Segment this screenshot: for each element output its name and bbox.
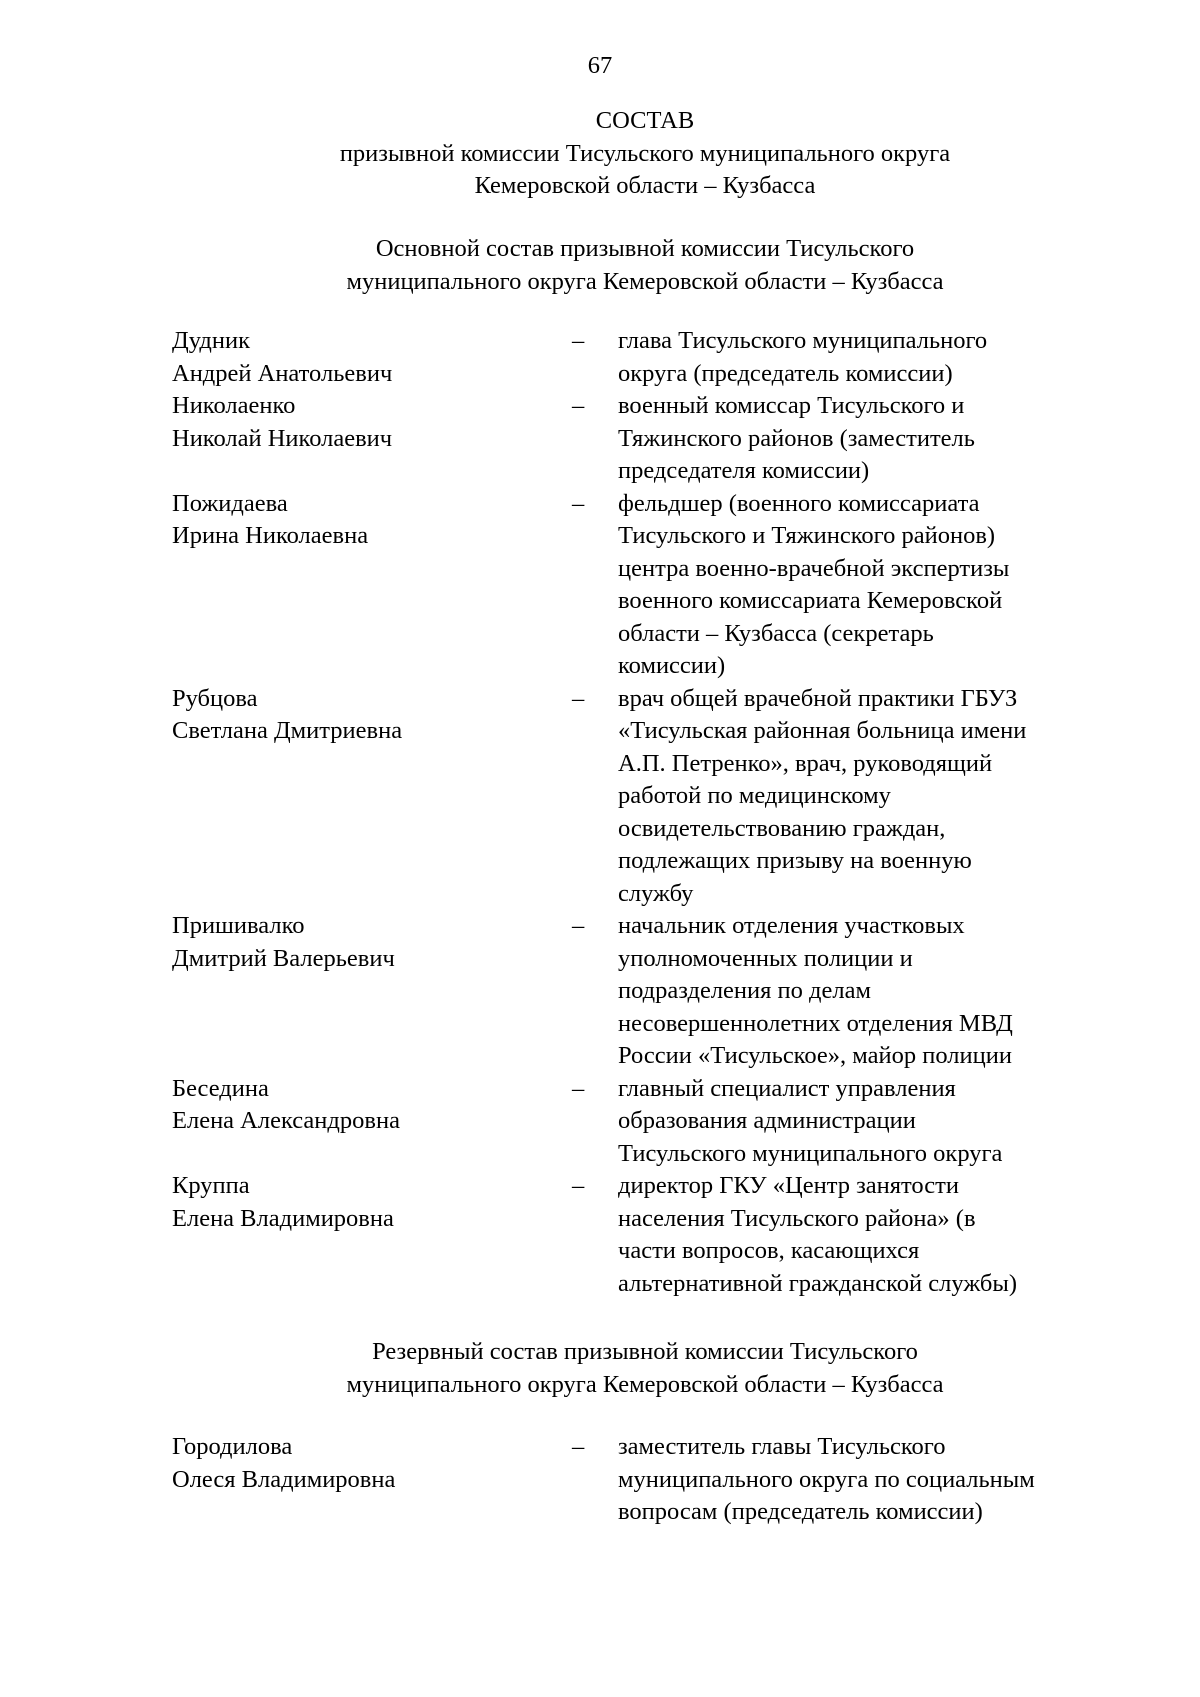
member-given-name: Андрей Анатольевич bbox=[172, 359, 393, 387]
member-name bbox=[172, 488, 572, 553]
member-row bbox=[172, 1073, 1112, 1171]
member-row bbox=[172, 683, 1112, 911]
member-surname: Беседина bbox=[172, 1074, 269, 1102]
member-role: главный специалист управления образования администрации Тисульского муниципального округа bbox=[618, 1074, 1003, 1167]
member-given-name: Ирина Николаевна bbox=[172, 522, 369, 549]
member-name bbox=[172, 910, 572, 975]
member-given-name: Дмитрий Валерьевич bbox=[172, 944, 395, 972]
member-dash: – bbox=[572, 392, 585, 419]
main-section-heading bbox=[220, 233, 1070, 298]
main-member-list bbox=[172, 325, 1112, 1300]
member-given-name: Николай Николаевич bbox=[172, 424, 393, 452]
reserve-heading-line-2: муниципального округа Кемеровской области – Кузбасса bbox=[346, 1370, 944, 1398]
member-name bbox=[172, 1073, 572, 1138]
member-row bbox=[172, 325, 1112, 390]
member-role: военный комиссар Тисульского и Тяжинского районов (заместитель председателя комиссии) bbox=[618, 392, 975, 484]
member-row bbox=[172, 1431, 1112, 1529]
reserve-section-heading bbox=[220, 1336, 1070, 1401]
title-main: СОСТАВ bbox=[595, 107, 695, 134]
member-name bbox=[172, 325, 572, 390]
member-dash: – bbox=[572, 489, 585, 517]
member-row bbox=[172, 488, 1112, 683]
member-name bbox=[172, 390, 572, 455]
member-given-name: Олеся Владимировна bbox=[172, 1465, 396, 1493]
member-role: глава Тисульского муниципального округа (председатель комиссии) bbox=[618, 327, 988, 387]
member-role: директор ГКУ «Центр занятости населения Тисульского района» (в части вопросов, касающихся альтернативной гражданской службы) bbox=[618, 1172, 1018, 1297]
member-role: врач общей врачебной практики ГБУЗ «Тисульская районная больница имени А.П. Петренко», врач, руководящий работой по медицинскому освидетельствованию граждан, подлежащих призыву на военную службу bbox=[618, 684, 1027, 907]
member-dash: – bbox=[572, 1433, 585, 1460]
member-surname: Городилова bbox=[172, 1433, 293, 1460]
member-dash: – bbox=[572, 1074, 585, 1102]
member-surname: Круппа bbox=[172, 1172, 250, 1199]
member-row bbox=[172, 1170, 1112, 1300]
member-dash: – bbox=[572, 912, 585, 939]
member-name bbox=[172, 1170, 572, 1235]
main-heading-line-2: муниципального округа Кемеровской области – Кузбасса bbox=[346, 267, 944, 295]
member-surname: Пожидаева bbox=[172, 489, 288, 517]
document-title bbox=[220, 105, 1070, 203]
page-number: 67 bbox=[587, 52, 613, 79]
member-given-name: Елена Александровна bbox=[172, 1107, 400, 1134]
member-dash: – bbox=[572, 1172, 585, 1199]
member-surname: Дудник bbox=[172, 327, 251, 354]
member-dash: – bbox=[572, 684, 585, 712]
member-row bbox=[172, 910, 1112, 1073]
member-role: начальник отделения участковых уполномоченных полиции и подразделения по делам несовершеннолетних отделения МВД России «Тисульское», майор полиции bbox=[618, 912, 1013, 1069]
title-line-1: призывной комиссии Тисульского муниципального округа bbox=[339, 139, 951, 167]
member-surname: Рубцова bbox=[172, 684, 258, 712]
title-line-2: Кемеровской области – Кузбасса bbox=[474, 172, 816, 199]
member-surname: Николаенко bbox=[172, 392, 296, 419]
member-row bbox=[172, 390, 1112, 488]
member-given-name: Светлана Дмитриевна bbox=[172, 717, 403, 744]
member-name bbox=[172, 683, 572, 748]
main-heading-line-1: Основной состав призывной комиссии Тисульского bbox=[375, 235, 915, 262]
reserve-heading-line-1: Резервный состав призывной комиссии Тисульского bbox=[372, 1338, 918, 1365]
reserve-member-list bbox=[172, 1431, 1112, 1529]
member-role: заместитель главы Тисульского муниципального округа по социальным вопросам (председатель комиссии) bbox=[618, 1433, 1035, 1525]
member-surname: Пришивалко bbox=[172, 912, 305, 939]
member-role: фельдшер (военного комиссариата Тисульского и Тяжинского районов) центра военно-врачебной экспертизы военного комиссариата Кемеровской области – Кузбасса (секретарь комиссии) bbox=[618, 489, 1010, 679]
member-given-name: Елена Владимировна bbox=[172, 1204, 394, 1232]
member-dash: – bbox=[572, 327, 585, 354]
member-name bbox=[172, 1431, 572, 1496]
